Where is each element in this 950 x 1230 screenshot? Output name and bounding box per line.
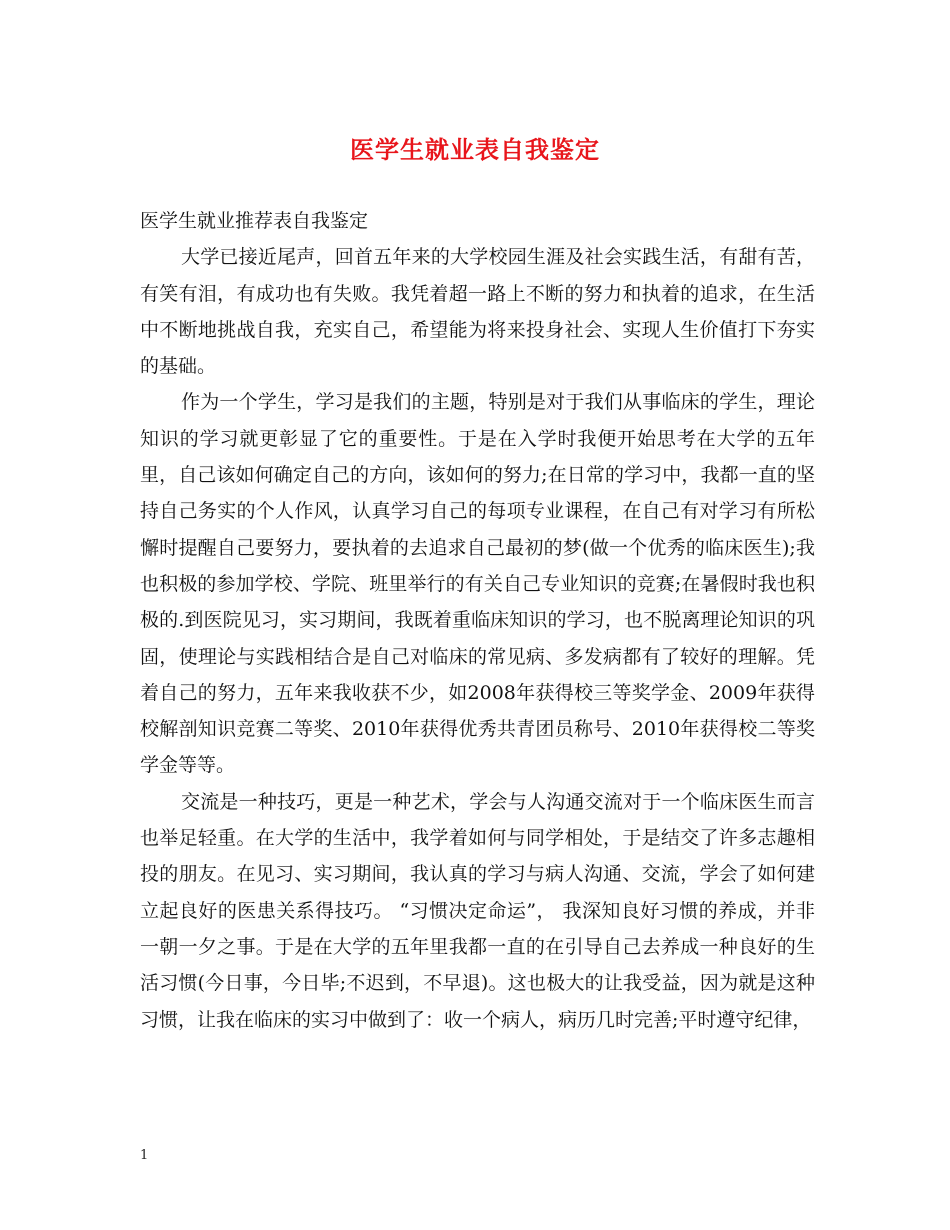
document-subtitle: 医学生就业推荐表自我鉴定 xyxy=(140,210,369,232)
page-number: 1 xyxy=(140,1148,149,1163)
document-body xyxy=(140,203,815,1038)
document-title: 医学生就业表自我鉴定 xyxy=(350,135,600,164)
paragraph-1: 大学已接近尾声，回首五年来的大学校园生涯及社会实践生活，有甜有苦，有笑有泪，有成功也有失败。我凭着超一路上不断的努力和执着的追求，在生活中不断地挑战自我，充实自己，希望能为将来投身社会、实现人生价值打下夯实的基础。 xyxy=(140,246,815,378)
paragraph-2: 作为一个学生，学习是我们的主题，特别是对于我们从事临床的学生，理论知识的学习就更彰显了它的重要性。于是在入学时我便开始思考在大学的五年里，自己该如何确定自己的方向，该如何的努力;在日常的学习中，我都一直的坚持自己务实的个人作风，认真学习自己的每项专业课程，在自己有对学习有所松懈时提醒自己要努力，要执着的去追求自己最初的梦(做一个优秀的临床医生);我也积极的参加学校、学院、班里举行的有关自己专业知识的竞赛;在暑假时我也积极的.到医院见习，实习期间，我既着重临床知识的学习，也不脱离理论知识的巩固，使理论与实践相结合是自己对临床的常见病、多发病都有了较好的理解。凭着自己的努力，五年来我收获不少，如2008年获得校三等奖学金、2009年获得校解剖知识竞赛二等奖、2010年获得优秀共青团员称号、2010年获得校二等奖学金等等。 xyxy=(140,391,815,777)
paragraph-3: 交流是一种技巧，更是一种艺术，学会与人沟通交流对于一个临床医生而言也举足轻重。在大学的生活中，我学着如何与同学相处，于是结交了许多志趣相投的朋友。在见习、实习期间，我认真的学习与病人沟通、交流，学会了如何建立起良好的医患关系得技巧。 “习惯决定命运”， 我深知良好习惯的养成，并非一朝一夕之事。于是在大学的五年里我都一直的在引导自己去养成一种良好的生活习惯(今日事，今日毕;不迟到，不早退)。这也极大的让我受益，因为就是这种习惯，让我在临床的实习中做到了：收一个病人，病历几时完善;平时遵守纪律， xyxy=(140,790,815,1031)
